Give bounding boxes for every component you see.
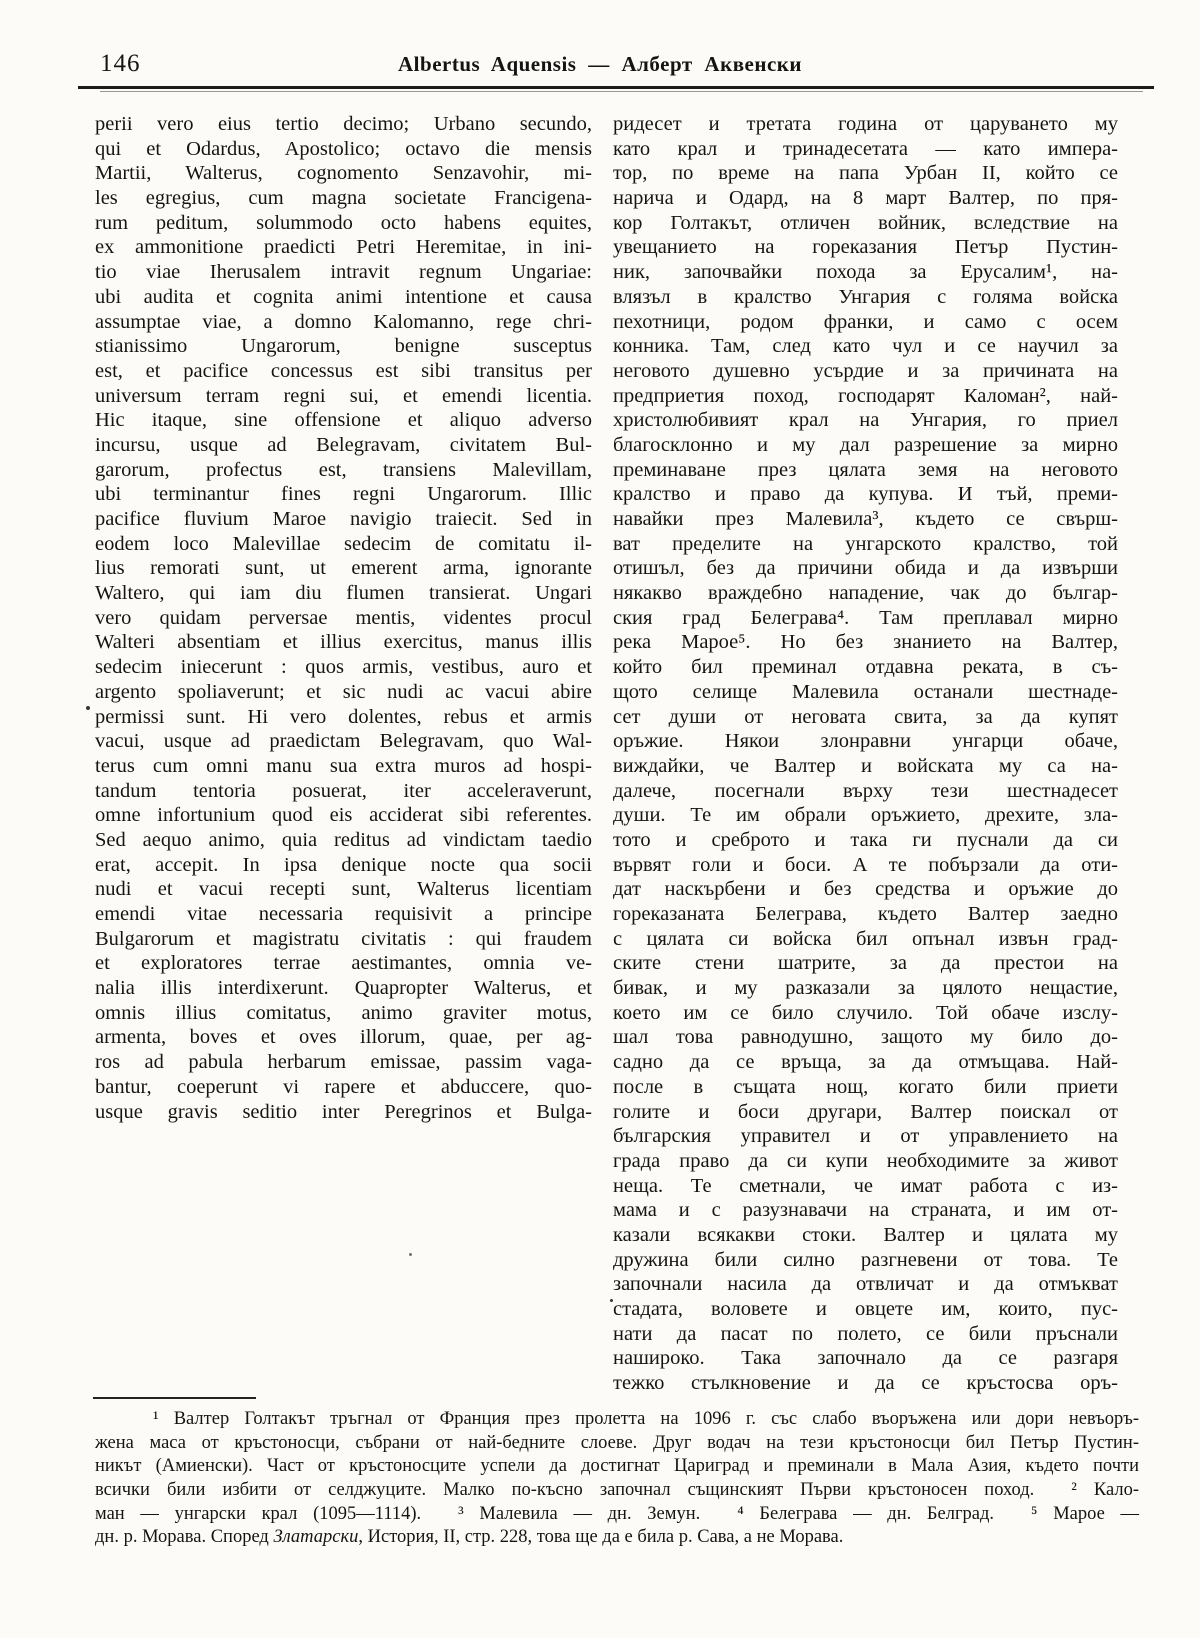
page-header xyxy=(0,44,1200,86)
text-line: terus cum omni manu sua extra muros ad hospi- xyxy=(95,754,592,777)
text-line: omne infortunium quod eis acciderat sibi referentes. xyxy=(95,804,592,827)
text-line: nalia illis interdixerunt. Quapropter Walterus, et xyxy=(95,977,592,1000)
text-line: et exploratores terrae aestimantes, omnia ve- xyxy=(95,952,592,975)
text-line: ват пределите на унгарското кралство, той xyxy=(613,532,1118,555)
text-line: les egregius, cum magna societate Francigena- xyxy=(95,187,592,210)
text-line: садно да се връща, за да отмъщава. Най- xyxy=(613,1051,1118,1074)
text-line: започнали насила да отвличат и да отмъкват xyxy=(613,1273,1118,1296)
text-line: Martii, Walterus, cognomento Senzavohir, mi- xyxy=(95,162,592,185)
text-line: bantur, coeperunt vi rapere et abduccere, quo- xyxy=(95,1075,592,1098)
text-line: сет души от неговата свита, за да купят xyxy=(613,705,1118,728)
text-line: tio viae Iherusalem intravit regnum Ungariae: xyxy=(95,261,592,284)
text-line: влязъл в кралство Унгария с голяма войска xyxy=(613,285,1118,308)
text-line: vero quidam perversae mentis, videntes procul xyxy=(95,606,592,629)
scan-speck xyxy=(610,1299,613,1302)
text-line: garorum, profectus est, transiens Malevillam, xyxy=(95,458,592,481)
text-line: река Марое⁵. Но без знанието на Валтер, xyxy=(613,631,1118,654)
text-line: неща. Те сметнали, че имат работа с из- xyxy=(613,1174,1118,1197)
text-line: Hic itaque, sine offensione et aliquo adverso xyxy=(95,409,592,432)
text-line: vacui, usque ad praedictam Belegravam, quo Wal- xyxy=(95,730,592,753)
text-line: вървят голи и боси. А те побързали да оти- xyxy=(613,853,1118,876)
text-line: нашироко. Така започнало да се разгаря xyxy=(613,1347,1118,1370)
text-line: ex ammonitione praedicti Petri Heremitae, in ini- xyxy=(95,236,592,259)
bulgarian-text-column xyxy=(613,112,1118,1396)
text-line: ман — унгарски крал (1095—1114). ³ Малевила — дн. Земун. ⁴ Белеграва — дн. Белград. ⁵ Марое — xyxy=(95,1503,1139,1524)
text-line: нарича и Одард, на 8 март Валтер, по пря- xyxy=(613,187,1118,210)
text-line: universum terram regni sui, et emendi licentia. xyxy=(95,384,592,407)
text-line: христолюбивият крал на Унгария, го приел xyxy=(613,409,1118,432)
text-line: Sed aequo animo, quia reditus ad vindictam taedio xyxy=(95,828,592,851)
text-line: usque gravis seditio inter Peregrinos et Bulga- xyxy=(95,1100,592,1123)
text-line: навайки през Малевила³, където се свърш- xyxy=(613,508,1118,530)
text-line: като крал и тринадесетата — като импера- xyxy=(613,137,1118,160)
text-line: erat, accepit. In ipsa denique nocte qua socii xyxy=(95,853,592,876)
scan-speck xyxy=(86,706,90,710)
text-line: преминаване през цялата земя на неговото xyxy=(613,458,1118,481)
text-line: предприетия поход, господарят Каломан², най- xyxy=(613,384,1118,407)
text-line: ридесет и третата година от царуването му xyxy=(613,113,1118,135)
text-line: argento spoliaverunt; et sic nudi ac vacui abire xyxy=(95,680,592,703)
text-line: гореказаната Белеграва, където Валтер заедно xyxy=(613,903,1118,925)
text-line: ubi audita et cognita animi intentione et causa xyxy=(95,285,592,308)
text-line: дат наскърбени и без средства и оръжие до xyxy=(613,878,1118,901)
text-line: sedecim iniecerunt : quos armis, vestibus, auro et xyxy=(95,656,592,679)
running-title: Albertus Aquensis — Алберт Аквенски xyxy=(398,52,802,76)
text-line: шал това равнодушно, защото му било до- xyxy=(613,1026,1118,1049)
text-line: благосклонно и му дал разрешение за мирно xyxy=(613,433,1118,456)
page-number: 146 xyxy=(100,50,141,77)
text-line: ския град Белеграва⁴. Там преплавал мирно xyxy=(613,606,1118,629)
text-line: Walteri absentiam et illius exercitus, manus illis xyxy=(95,631,592,654)
text-line: emendi vitae necessaria requisivit a principe xyxy=(95,903,592,925)
text-line: някакво враждебно нападение, чак до българ- xyxy=(613,582,1118,605)
text-line: stianissimo Ungarorum, benigne susceptus xyxy=(95,335,592,358)
text-line: увещанието на гореказания Петър Пустин- xyxy=(613,236,1118,259)
text-line: мама и с разузнавачи на страната, и им от- xyxy=(613,1199,1118,1222)
text-line: отишъл, без да причини обида и да извърши xyxy=(613,557,1118,580)
text-line: omnis illius comitatus, animo graviter motus, xyxy=(95,1001,592,1024)
text-line: pacifice fluvium Maroe navigio traiecit. Sed in xyxy=(95,508,592,530)
text-line: assumptae viae, a domno Kalomanno, rege chri- xyxy=(95,310,592,333)
text-line: perii vero eius tertio decimo; Urbano secundo, xyxy=(95,113,592,135)
text-line: бивак, и му разказали за цялото нещастие, xyxy=(613,977,1118,1000)
text-line: българския управител и от управлението на xyxy=(613,1125,1118,1148)
text-line: ubi terminantur fines regni Ungarorum. Illic xyxy=(95,483,592,506)
text-line: ските стени шатрите, за да престои на xyxy=(613,952,1118,975)
text-line: души. Те им обрали оръжието, дрехите, зла- xyxy=(613,804,1118,827)
text-line: голите и боси другари, Валтер поискал от xyxy=(613,1100,1118,1123)
text-line: което им се било случило. Той обаче изслу- xyxy=(613,1001,1118,1024)
text-line: кор Голтакът, отличен войник, вследствие на xyxy=(613,211,1118,234)
scan-speck xyxy=(409,1253,412,1256)
text-line: после в същата нощ, когато били приети xyxy=(613,1075,1118,1098)
text-line: града право да си купи необходимите за живот xyxy=(613,1149,1118,1172)
text-line: оръжие. Някои злонравни унгарци обаче, xyxy=(613,730,1118,753)
text-line: с цялата си войска бил опънал извън град- xyxy=(613,927,1118,950)
text-line: нати да пасат по полето, се били пръснали xyxy=(613,1322,1118,1345)
text-line: дн. р. Морава. Според Златарски, История, II, стр. 228, това ще да е била р. Сава, а не Морава. xyxy=(95,1527,844,1548)
text-line: ¹ Валтер Голтакът тръгнал от Франция през пролетта на 1096 г. със слабо въоръжена или дори невъоръ- xyxy=(153,1409,1139,1429)
text-line: тор, по време на папа Урбан II, който се xyxy=(613,162,1118,185)
text-line: incursu, usque ad Belegravam, civitatem Bul- xyxy=(95,433,592,456)
text-line: никът (Амиенски). Част от кръстоносците успели да достигнат Цариград и преминали в Мала Азия, където почти xyxy=(95,1456,1139,1477)
text-line: Waltero, qui iam diu flumen transierat. Ungari xyxy=(95,582,592,605)
text-line: жена маса от кръстоносци, събрани от най-бедните слоеве. Друг водач на тези кръстоносци бил Петър Пустин- xyxy=(95,1432,1139,1453)
text-line: казали всякакви стоки. Валтер и цялата му xyxy=(613,1223,1118,1246)
text-line: armenta, boves et oves illorum, quae, per ag- xyxy=(95,1026,592,1049)
text-line: неговото душевно усърдие и за причината на xyxy=(613,359,1118,382)
text-line: nudi et vacui recepti sunt, Walterus licentiam xyxy=(95,878,592,901)
text-line: стадата, воловете и овцете им, които, пус- xyxy=(613,1298,1118,1320)
latin-text-column xyxy=(95,112,592,1124)
text-line: est, et pacifice concessus est sibi transitus per xyxy=(95,359,592,382)
text-line: qui et Odardus, Apostolico; octavo die mensis xyxy=(95,137,592,160)
footnotes-block xyxy=(95,1408,1139,1550)
text-line: дружина били силно разгневени от това. Те xyxy=(613,1248,1118,1271)
text-line: пехотници, родом франки, и само с осем xyxy=(613,310,1118,333)
text-line: Bulgarorum et magistratu civitatis : qui fraudem xyxy=(95,927,592,950)
text-line: permissi sunt. Hi vero dolentes, rebus et armis xyxy=(95,705,592,728)
text-line: виждайки, че Валтер и войската му са на- xyxy=(613,754,1118,777)
header-rule xyxy=(78,86,1154,89)
text-line: тежко стълкновение и да се кръстосва оръ- xyxy=(613,1372,1118,1395)
text-line: който бил преминал отдавна реката, в съ- xyxy=(613,656,1118,679)
text-line: далече, посегнали върху тези шестнадесет xyxy=(613,779,1118,802)
text-line: ник, започвайки похода за Ерусалим¹, на- xyxy=(613,261,1118,284)
text-line: lius remorati sunt, ut emerent arma, ignorante xyxy=(95,557,592,580)
text-line: ros ad pabula herbarum emissae, passim vaga- xyxy=(95,1051,592,1074)
text-line: eodem loco Malevillae sedecim de comitatu il- xyxy=(95,532,592,555)
text-line: конника. Там, след като чул и се научил за xyxy=(613,335,1118,358)
text-line: кралство и право да купува. И тъй, преми- xyxy=(613,483,1118,506)
text-line: всички били избити от селджуците. Малко по-късно започнал същинският Първи кръстоносен поход. ² Кало- xyxy=(95,1480,1139,1501)
text-line: тото и среброто и така ги пуснали да си xyxy=(613,828,1118,851)
text-line: щото селище Малевила останали шестнаде- xyxy=(613,680,1118,703)
text-line: tandum tentoria posuerat, iter acceleraverunt, xyxy=(95,779,592,802)
footnote-rule xyxy=(93,1397,256,1399)
text-line: rum peditum, solummodo octo habens equites, xyxy=(95,211,592,234)
